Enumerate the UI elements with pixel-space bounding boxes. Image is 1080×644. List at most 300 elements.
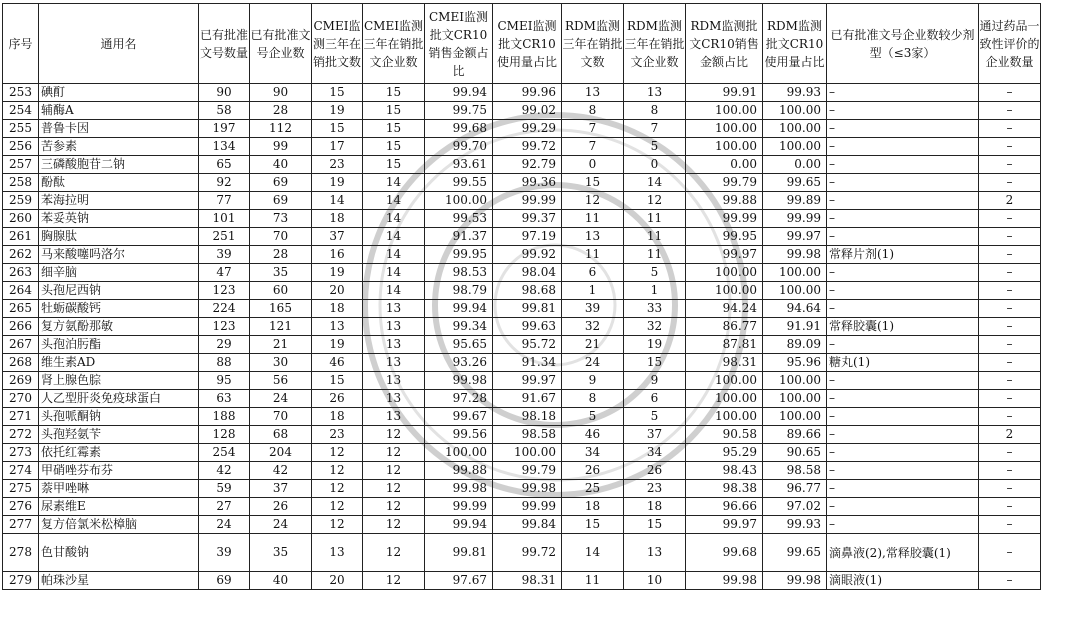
- cell-cmei-count: 18: [312, 408, 363, 426]
- cell-consistency: –: [979, 318, 1041, 336]
- cell-name: 色甘酸钠: [39, 534, 199, 572]
- cell-rdm-sales: 86.77: [686, 318, 763, 336]
- cell-cmei-sales: 99.81: [425, 534, 493, 572]
- cell-rdm-count: 15: [562, 516, 624, 534]
- cell-name: 牡蛎碳酸钙: [39, 300, 199, 318]
- cell-idx: 268: [3, 354, 39, 372]
- cell-approved-count: 254: [199, 444, 250, 462]
- cell-cmei-companies: 15: [363, 102, 425, 120]
- cell-name: 萘甲唑啉: [39, 480, 199, 498]
- cell-rdm-usage: 95.96: [763, 354, 827, 372]
- cell-rdm-companies: 5: [624, 264, 686, 282]
- table-row: [3, 228, 1041, 246]
- cell-cmei-sales: 93.26: [425, 354, 493, 372]
- cell-cmei-count: 13: [312, 318, 363, 336]
- cell-name: 依托红霉素: [39, 444, 199, 462]
- cell-rdm-count: 15: [562, 174, 624, 192]
- cell-cmei-sales: 97.28: [425, 390, 493, 408]
- cell-rdm-companies: 14: [624, 174, 686, 192]
- cell-cmei-count: 19: [312, 336, 363, 354]
- cell-rdm-usage: 99.93: [763, 516, 827, 534]
- cell-cmei-usage: 99.36: [493, 174, 562, 192]
- cell-cmei-usage: 99.37: [493, 210, 562, 228]
- table-row: [3, 174, 1041, 192]
- cell-cmei-count: 20: [312, 572, 363, 590]
- cell-rdm-usage: 99.98: [763, 246, 827, 264]
- table-row: [3, 534, 1041, 572]
- cell-rdm-count: 0: [562, 156, 624, 174]
- cell-cmei-companies: 12: [363, 516, 425, 534]
- cell-cmei-count: 14: [312, 192, 363, 210]
- cell-approved-companies: 121: [250, 318, 312, 336]
- cell-idx: 260: [3, 210, 39, 228]
- cell-rdm-sales: 99.88: [686, 192, 763, 210]
- cell-idx: 255: [3, 120, 39, 138]
- cell-cmei-usage: 99.84: [493, 516, 562, 534]
- cell-name: 马来酸噻吗洛尔: [39, 246, 199, 264]
- cell-rdm-usage: 99.89: [763, 192, 827, 210]
- cell-cmei-usage: 99.99: [493, 498, 562, 516]
- cell-idx: 267: [3, 336, 39, 354]
- col-header-cmei-usage: CMEI监测批文CR10使用量占比: [493, 4, 562, 84]
- cell-cmei-companies: 12: [363, 498, 425, 516]
- cell-consistency: –: [979, 300, 1041, 318]
- cell-rdm-count: 18: [562, 498, 624, 516]
- cell-cmei-count: 26: [312, 390, 363, 408]
- cell-idx: 277: [3, 516, 39, 534]
- cell-rdm-usage: 99.93: [763, 84, 827, 102]
- cell-cmei-usage: 99.99: [493, 192, 562, 210]
- cell-rdm-sales: 90.58: [686, 426, 763, 444]
- cell-approved-companies: 28: [250, 246, 312, 264]
- cell-rdm-count: 6: [562, 264, 624, 282]
- cell-few-types: –: [827, 102, 979, 120]
- cell-cmei-sales: 100.00: [425, 192, 493, 210]
- cell-cmei-count: 12: [312, 444, 363, 462]
- table-row: [3, 408, 1041, 426]
- cell-rdm-companies: 34: [624, 444, 686, 462]
- cell-rdm-count: 12: [562, 192, 624, 210]
- table-row: [3, 138, 1041, 156]
- table-row: [3, 84, 1041, 102]
- cell-approved-companies: 70: [250, 228, 312, 246]
- cell-idx: 261: [3, 228, 39, 246]
- cell-idx: 254: [3, 102, 39, 120]
- cell-idx: 278: [3, 534, 39, 572]
- cell-idx: 271: [3, 408, 39, 426]
- cell-idx: 275: [3, 480, 39, 498]
- cell-approved-count: 77: [199, 192, 250, 210]
- table-row: [3, 336, 1041, 354]
- cell-rdm-sales: 99.98: [686, 572, 763, 590]
- cell-approved-count: 29: [199, 336, 250, 354]
- col-header-rdm-count: RDM监测三年在销批文数: [562, 4, 624, 84]
- cell-rdm-companies: 32: [624, 318, 686, 336]
- col-header-rdm-sales: RDM监测批文CR10销售金额占比: [686, 4, 763, 84]
- cell-rdm-sales: 98.38: [686, 480, 763, 498]
- col-header-cmei-sales: CMEI监测批文CR10销售金额占比: [425, 4, 493, 84]
- cell-rdm-count: 13: [562, 84, 624, 102]
- cell-cmei-sales: 98.79: [425, 282, 493, 300]
- cell-rdm-count: 14: [562, 534, 624, 572]
- cell-few-types: –: [827, 282, 979, 300]
- cell-consistency: –: [979, 156, 1041, 174]
- cell-rdm-sales: 99.95: [686, 228, 763, 246]
- cell-rdm-companies: 11: [624, 228, 686, 246]
- cell-rdm-sales: 98.43: [686, 462, 763, 480]
- cell-consistency: –: [979, 282, 1041, 300]
- table-row: [3, 444, 1041, 462]
- col-header-rdm-usage: RDM监测批文CR10使用量占比: [763, 4, 827, 84]
- cell-cmei-sales: 98.53: [425, 264, 493, 282]
- cell-cmei-sales: 99.94: [425, 300, 493, 318]
- table-row: [3, 480, 1041, 498]
- cell-rdm-sales: 99.97: [686, 516, 763, 534]
- cell-few-types: –: [827, 372, 979, 390]
- cell-rdm-usage: 99.97: [763, 228, 827, 246]
- cell-cmei-count: 16: [312, 246, 363, 264]
- cell-consistency: –: [979, 534, 1041, 572]
- cell-cmei-usage: 99.72: [493, 534, 562, 572]
- cell-approved-companies: 73: [250, 210, 312, 228]
- cell-rdm-usage: 99.98: [763, 572, 827, 590]
- cell-rdm-companies: 15: [624, 354, 686, 372]
- cell-approved-count: 42: [199, 462, 250, 480]
- cell-consistency: –: [979, 246, 1041, 264]
- cell-consistency: –: [979, 138, 1041, 156]
- cell-rdm-companies: 37: [624, 426, 686, 444]
- cell-cmei-count: 12: [312, 480, 363, 498]
- cell-idx: 264: [3, 282, 39, 300]
- cell-cmei-usage: 95.72: [493, 336, 562, 354]
- cell-rdm-sales: 99.99: [686, 210, 763, 228]
- cell-few-types: –: [827, 84, 979, 102]
- cell-name: 帕珠沙星: [39, 572, 199, 590]
- cell-approved-count: 197: [199, 120, 250, 138]
- cell-approved-count: 224: [199, 300, 250, 318]
- cell-few-types: –: [827, 336, 979, 354]
- cell-idx: 273: [3, 444, 39, 462]
- cell-consistency: –: [979, 336, 1041, 354]
- cell-approved-companies: 42: [250, 462, 312, 480]
- cell-rdm-sales: 99.97: [686, 246, 763, 264]
- cell-cmei-usage: 99.63: [493, 318, 562, 336]
- cell-cmei-usage: 100.00: [493, 444, 562, 462]
- cell-consistency: –: [979, 264, 1041, 282]
- cell-idx: 259: [3, 192, 39, 210]
- cell-idx: 263: [3, 264, 39, 282]
- cell-cmei-sales: 93.61: [425, 156, 493, 174]
- cell-rdm-sales: 100.00: [686, 264, 763, 282]
- cell-cmei-sales: 97.67: [425, 572, 493, 590]
- cell-cmei-usage: 98.04: [493, 264, 562, 282]
- cell-name: 普鲁卡因: [39, 120, 199, 138]
- cell-cmei-companies: 15: [363, 120, 425, 138]
- cell-few-types: –: [827, 264, 979, 282]
- cell-idx: 258: [3, 174, 39, 192]
- cell-name: 头孢泊肟酯: [39, 336, 199, 354]
- table-row: [3, 300, 1041, 318]
- cell-consistency: –: [979, 390, 1041, 408]
- cell-name: 苦参素: [39, 138, 199, 156]
- cell-rdm-usage: 97.02: [763, 498, 827, 516]
- cell-cmei-companies: 15: [363, 156, 425, 174]
- cell-idx: 279: [3, 572, 39, 590]
- cell-name: 胸腺肽: [39, 228, 199, 246]
- cell-rdm-sales: 100.00: [686, 408, 763, 426]
- cell-few-types: –: [827, 120, 979, 138]
- cell-cmei-companies: 12: [363, 480, 425, 498]
- cell-rdm-sales: 96.66: [686, 498, 763, 516]
- table-row: [3, 156, 1041, 174]
- cell-rdm-companies: 5: [624, 138, 686, 156]
- cell-rdm-companies: 15: [624, 516, 686, 534]
- cell-rdm-count: 21: [562, 336, 624, 354]
- cell-cmei-sales: 99.70: [425, 138, 493, 156]
- cell-approved-count: 39: [199, 534, 250, 572]
- cell-rdm-companies: 11: [624, 210, 686, 228]
- cell-rdm-usage: 94.64: [763, 300, 827, 318]
- cell-rdm-companies: 26: [624, 462, 686, 480]
- cell-idx: 274: [3, 462, 39, 480]
- table-row: [3, 462, 1041, 480]
- cell-rdm-sales: 100.00: [686, 138, 763, 156]
- cell-rdm-usage: 100.00: [763, 120, 827, 138]
- cell-few-types: –: [827, 444, 979, 462]
- cell-rdm-usage: 99.65: [763, 534, 827, 572]
- cell-consistency: –: [979, 444, 1041, 462]
- cell-approved-count: 58: [199, 102, 250, 120]
- cell-cmei-usage: 98.58: [493, 426, 562, 444]
- cell-cmei-companies: 14: [363, 246, 425, 264]
- cell-rdm-count: 39: [562, 300, 624, 318]
- cell-rdm-count: 7: [562, 120, 624, 138]
- cell-few-types: –: [827, 174, 979, 192]
- cell-approved-count: 95: [199, 372, 250, 390]
- cell-idx: 276: [3, 498, 39, 516]
- cell-cmei-companies: 12: [363, 444, 425, 462]
- cell-cmei-usage: 99.97: [493, 372, 562, 390]
- table-row: [3, 102, 1041, 120]
- cell-rdm-companies: 13: [624, 534, 686, 572]
- cell-consistency: –: [979, 102, 1041, 120]
- cell-rdm-companies: 9: [624, 372, 686, 390]
- cell-idx: 253: [3, 84, 39, 102]
- cell-name: 苯妥英钠: [39, 210, 199, 228]
- cell-cmei-count: 12: [312, 498, 363, 516]
- cell-approved-companies: 99: [250, 138, 312, 156]
- cell-cmei-companies: 15: [363, 84, 425, 102]
- cell-cmei-count: 12: [312, 516, 363, 534]
- cell-rdm-companies: 0: [624, 156, 686, 174]
- cell-approved-companies: 40: [250, 156, 312, 174]
- cell-few-types: –: [827, 138, 979, 156]
- cell-rdm-sales: 95.29: [686, 444, 763, 462]
- cell-name: 肾上腺色腙: [39, 372, 199, 390]
- table-row: [3, 390, 1041, 408]
- cell-few-types: –: [827, 192, 979, 210]
- cell-cmei-companies: 13: [363, 372, 425, 390]
- drug-data-table: [2, 3, 1041, 590]
- cell-cmei-companies: 14: [363, 210, 425, 228]
- cell-rdm-sales: 99.79: [686, 174, 763, 192]
- cell-approved-count: 65: [199, 156, 250, 174]
- cell-cmei-usage: 99.29: [493, 120, 562, 138]
- cell-rdm-usage: 89.09: [763, 336, 827, 354]
- cell-rdm-sales: 98.31: [686, 354, 763, 372]
- cell-consistency: –: [979, 408, 1041, 426]
- cell-approved-companies: 24: [250, 516, 312, 534]
- cell-cmei-companies: 14: [363, 228, 425, 246]
- cell-cmei-usage: 99.79: [493, 462, 562, 480]
- cell-few-types: –: [827, 300, 979, 318]
- cell-rdm-sales: 100.00: [686, 120, 763, 138]
- cell-cmei-count: 46: [312, 354, 363, 372]
- cell-rdm-count: 32: [562, 318, 624, 336]
- table-row: [3, 318, 1041, 336]
- cell-name: 人乙型肝炎免疫球蛋白: [39, 390, 199, 408]
- cell-cmei-sales: 99.98: [425, 480, 493, 498]
- cell-rdm-sales: 99.68: [686, 534, 763, 572]
- cell-cmei-companies: 12: [363, 462, 425, 480]
- cell-rdm-count: 25: [562, 480, 624, 498]
- cell-approved-companies: 28: [250, 102, 312, 120]
- cell-cmei-sales: 99.99: [425, 498, 493, 516]
- cell-cmei-usage: 99.98: [493, 480, 562, 498]
- table-row: [3, 282, 1041, 300]
- cell-cmei-count: 17: [312, 138, 363, 156]
- cell-rdm-companies: 1: [624, 282, 686, 300]
- cell-rdm-count: 11: [562, 210, 624, 228]
- cell-few-types: 常释胶囊(1): [827, 318, 979, 336]
- cell-rdm-count: 5: [562, 408, 624, 426]
- table-row: [3, 498, 1041, 516]
- cell-few-types: –: [827, 426, 979, 444]
- cell-approved-companies: 165: [250, 300, 312, 318]
- cell-cmei-usage: 99.02: [493, 102, 562, 120]
- cell-rdm-count: 26: [562, 462, 624, 480]
- cell-approved-companies: 69: [250, 174, 312, 192]
- cell-rdm-count: 11: [562, 572, 624, 590]
- cell-rdm-count: 8: [562, 390, 624, 408]
- cell-consistency: –: [979, 174, 1041, 192]
- cell-name: 辅酶A: [39, 102, 199, 120]
- cell-consistency: –: [979, 210, 1041, 228]
- table-row: [3, 354, 1041, 372]
- col-header-approved-count: 已有批准文号数量: [199, 4, 250, 84]
- cell-rdm-companies: 19: [624, 336, 686, 354]
- cell-idx: 256: [3, 138, 39, 156]
- cell-cmei-companies: 13: [363, 300, 425, 318]
- cell-cmei-count: 12: [312, 462, 363, 480]
- cell-cmei-usage: 98.31: [493, 572, 562, 590]
- cell-cmei-companies: 14: [363, 282, 425, 300]
- cell-name: 头孢尼西钠: [39, 282, 199, 300]
- cell-consistency: –: [979, 354, 1041, 372]
- cell-rdm-usage: 99.65: [763, 174, 827, 192]
- cell-cmei-count: 15: [312, 84, 363, 102]
- cell-approved-count: 59: [199, 480, 250, 498]
- cell-rdm-companies: 5: [624, 408, 686, 426]
- cell-consistency: 2: [979, 192, 1041, 210]
- cell-approved-count: 92: [199, 174, 250, 192]
- cell-approved-count: 251: [199, 228, 250, 246]
- cell-approved-companies: 69: [250, 192, 312, 210]
- cell-cmei-count: 19: [312, 174, 363, 192]
- cell-cmei-count: 20: [312, 282, 363, 300]
- cell-cmei-sales: 99.98: [425, 372, 493, 390]
- cell-approved-companies: 26: [250, 498, 312, 516]
- cell-name: 三磷酸胞苷二钠: [39, 156, 199, 174]
- cell-name: 复方氨酚那敏: [39, 318, 199, 336]
- cell-cmei-usage: 92.79: [493, 156, 562, 174]
- cell-cmei-sales: 91.37: [425, 228, 493, 246]
- cell-rdm-sales: 100.00: [686, 390, 763, 408]
- cell-approved-companies: 68: [250, 426, 312, 444]
- cell-consistency: –: [979, 516, 1041, 534]
- cell-cmei-count: 13: [312, 534, 363, 572]
- cell-cmei-sales: 99.34: [425, 318, 493, 336]
- table-row: [3, 192, 1041, 210]
- cell-approved-count: 39: [199, 246, 250, 264]
- cell-cmei-sales: 99.75: [425, 102, 493, 120]
- cell-rdm-count: 7: [562, 138, 624, 156]
- cell-cmei-count: 19: [312, 102, 363, 120]
- cell-consistency: –: [979, 462, 1041, 480]
- cell-cmei-count: 15: [312, 120, 363, 138]
- cell-cmei-usage: 99.81: [493, 300, 562, 318]
- cell-rdm-usage: 100.00: [763, 138, 827, 156]
- cell-rdm-sales: 99.91: [686, 84, 763, 102]
- cell-name: 尿素维E: [39, 498, 199, 516]
- cell-cmei-sales: 99.53: [425, 210, 493, 228]
- cell-approved-companies: 37: [250, 480, 312, 498]
- col-header-name: 通用名: [39, 4, 199, 84]
- cell-cmei-usage: 99.72: [493, 138, 562, 156]
- cell-few-types: 滴眼液(1): [827, 572, 979, 590]
- cell-rdm-usage: 96.77: [763, 480, 827, 498]
- cell-cmei-usage: 97.19: [493, 228, 562, 246]
- cell-approved-companies: 35: [250, 264, 312, 282]
- cell-few-types: –: [827, 498, 979, 516]
- cell-consistency: –: [979, 480, 1041, 498]
- cell-approved-count: 128: [199, 426, 250, 444]
- cell-name: 维生素AD: [39, 354, 199, 372]
- cell-cmei-companies: 13: [363, 318, 425, 336]
- cell-name: 细辛脑: [39, 264, 199, 282]
- cell-approved-count: 90: [199, 84, 250, 102]
- cell-rdm-count: 24: [562, 354, 624, 372]
- cell-rdm-usage: 100.00: [763, 372, 827, 390]
- cell-consistency: –: [979, 228, 1041, 246]
- cell-cmei-companies: 12: [363, 426, 425, 444]
- cell-consistency: –: [979, 572, 1041, 590]
- cell-rdm-count: 34: [562, 444, 624, 462]
- cell-idx: 266: [3, 318, 39, 336]
- cell-cmei-count: 18: [312, 300, 363, 318]
- cell-cmei-companies: 13: [363, 354, 425, 372]
- cell-few-types: –: [827, 480, 979, 498]
- cell-rdm-companies: 7: [624, 120, 686, 138]
- table-row: [3, 426, 1041, 444]
- cell-cmei-companies: 15: [363, 138, 425, 156]
- cell-approved-count: 69: [199, 572, 250, 590]
- cell-cmei-usage: 91.67: [493, 390, 562, 408]
- cell-rdm-companies: 33: [624, 300, 686, 318]
- cell-few-types: 滴鼻液(2),常释胶囊(1): [827, 534, 979, 572]
- cell-rdm-usage: 91.91: [763, 318, 827, 336]
- cell-rdm-count: 1: [562, 282, 624, 300]
